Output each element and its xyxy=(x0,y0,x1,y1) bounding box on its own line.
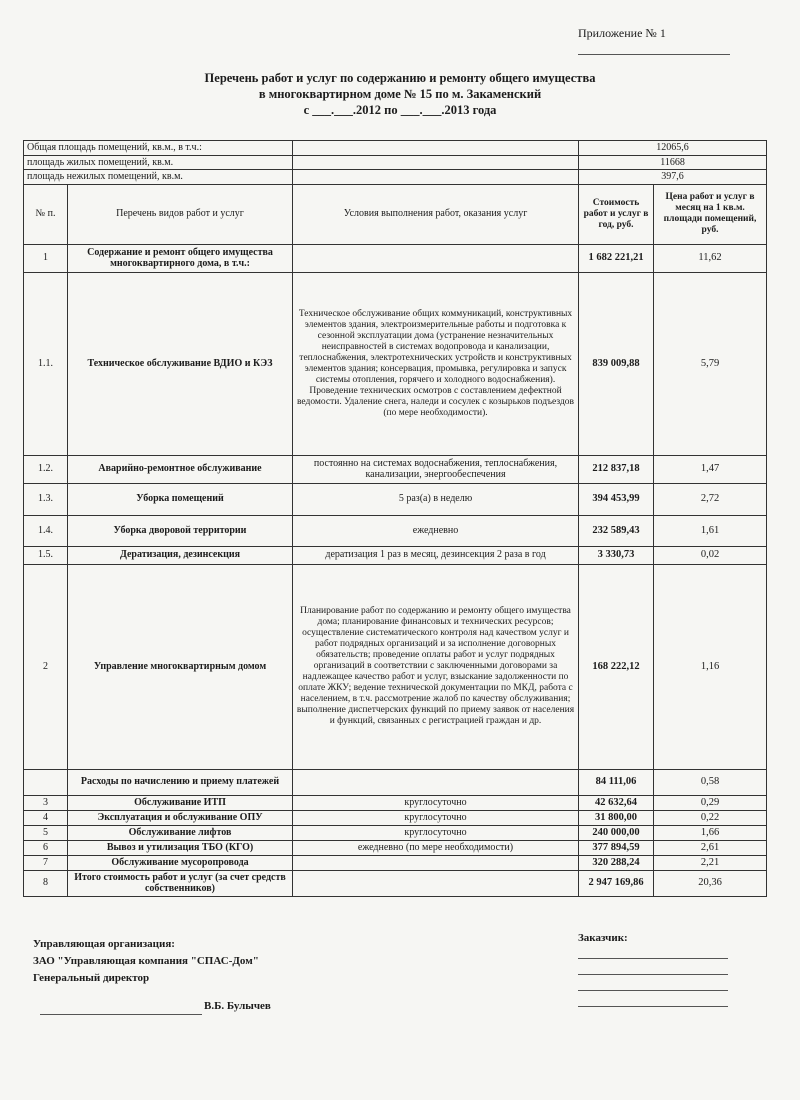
row-name: Обслуживание лифтов xyxy=(68,825,293,840)
row-conditions xyxy=(293,244,579,272)
table-row xyxy=(24,769,767,795)
customer-line-3 xyxy=(578,990,728,991)
director-signature-line xyxy=(40,1014,202,1015)
area-row-residential xyxy=(24,155,767,170)
header-conditions: Условия выполнения работ, оказания услуг xyxy=(293,184,579,244)
row-conditions: 5 раз(а) в неделю xyxy=(293,483,579,515)
row-price: 2,21 xyxy=(654,855,767,870)
row-name: Дератизация, дезинсекция xyxy=(68,546,293,564)
row-num: 1.2. xyxy=(24,455,68,483)
row-name: Обслуживание ИТП xyxy=(68,795,293,810)
row-cost: 839 009,88 xyxy=(579,272,654,455)
row-cost: 394 453,99 xyxy=(579,483,654,515)
row-conditions xyxy=(293,870,579,896)
row-name: Вывоз и утилизация ТБО (КГО) xyxy=(68,840,293,855)
row-price: 0,29 xyxy=(654,795,767,810)
org-name: ЗАО "Управляющая компания "СПАС-Дом" xyxy=(33,955,259,967)
area-row-nonresidential xyxy=(24,170,767,185)
row-num: 1.3. xyxy=(24,483,68,515)
org-label: Управляющая организация: xyxy=(33,938,175,950)
appendix-underline xyxy=(578,54,730,55)
row-price: 0,58 xyxy=(654,769,767,795)
row-price: 1,47 xyxy=(654,455,767,483)
row-price: 1,66 xyxy=(654,825,767,840)
table-row xyxy=(24,455,767,483)
table-header-row xyxy=(24,184,767,244)
table-row xyxy=(24,515,767,546)
row-conditions xyxy=(293,855,579,870)
row-cost: 84 111,06 xyxy=(579,769,654,795)
document-title-line2: в многоквартирном доме № 15 по м. Закаменский xyxy=(258,87,542,101)
header-price: Цена работ и услуг в месяц на 1 кв.м. площади помещений, руб. xyxy=(654,184,767,244)
row-name: Техническое обслуживание ВДИО и КЭЗ xyxy=(68,272,293,455)
area-value: 12065,6 xyxy=(579,141,767,156)
row-num xyxy=(24,769,68,795)
row-cost: 320 288,24 xyxy=(579,855,654,870)
table-row xyxy=(24,855,767,870)
area-row-total xyxy=(24,141,767,156)
row-price: 2,72 xyxy=(654,483,767,515)
row-name: Обслуживание мусоропровода xyxy=(68,855,293,870)
row-price: 0,22 xyxy=(654,810,767,825)
table-row xyxy=(24,564,767,769)
row-num: 2 xyxy=(24,564,68,769)
header-cost: Стоимость работ и услуг в год, руб. xyxy=(579,184,654,244)
row-conditions: дератизация 1 раз в месяц, дезинсекция 2 раза в год xyxy=(293,546,579,564)
customer-line-2 xyxy=(578,974,728,975)
row-cost: 212 837,18 xyxy=(579,455,654,483)
table-row xyxy=(24,840,767,855)
row-num: 4 xyxy=(24,810,68,825)
signer-name: В.Б. Булычев xyxy=(204,1000,271,1012)
row-cost: 2 947 169,86 xyxy=(579,870,654,896)
table-row xyxy=(24,810,767,825)
table-row-total xyxy=(24,870,767,896)
row-num: 1.1. xyxy=(24,272,68,455)
row-name: Аварийно-ремонтное обслуживание xyxy=(68,455,293,483)
row-cost: 1 682 221,21 xyxy=(579,244,654,272)
row-conditions: Планирование работ по содержанию и ремонту общего имущества дома; планирование финансовых и технических ресурсов; осуществление систематического контроля над качеством услуг и работ подрядных организаций и за исполнение договорных обязательств; проведение оплаты работ и услуг подрядных организаций в соответствии с заключенными договорами за надлежащее качество работ и услуг, взыскание задолженности по оплате ЖКУ; ведение технической документации по МКД, работа с населением, в т.ч. рассмотрение жалоб по качеству обслуживания; выполнение диспетчерских функций по приему заявок от населения и функций, связанных с регистрацией граждан и др. xyxy=(293,564,579,769)
table-row xyxy=(24,272,767,455)
row-num: 1 xyxy=(24,244,68,272)
row-conditions: круглосуточно xyxy=(293,825,579,840)
works-table xyxy=(23,140,767,897)
customer-line-4 xyxy=(578,1006,728,1007)
area-label: площадь жилых помещений, кв.м. xyxy=(24,155,293,170)
row-cost: 31 800,00 xyxy=(579,810,654,825)
customer-line-1 xyxy=(578,958,728,959)
row-conditions: Техническое обслуживание общих коммуникаций, конструктивных элементов здания, электроизмерительные работы и подготовка к сезонной эксплуатации дома (устранение незначительных неисправностей в системах водопровода и канализации, теплоснабжения, электротехнических устройств и конструктивных элементов здания; консервация, промывка, регулировка и запуск системы отопления, горячего и холодного водоснабжения). Проведение технических осмотров с составлением дефектной ведомости. Удаление снега, наледи и сосулек с козырьков подъездов (по мере необходимости). xyxy=(293,272,579,455)
row-num: 5 xyxy=(24,825,68,840)
row-num: 3 xyxy=(24,795,68,810)
row-conditions: круглосуточно xyxy=(293,795,579,810)
row-price: 20,36 xyxy=(654,870,767,896)
row-name: Расходы по начислению и приему платежей xyxy=(68,769,293,795)
header-name: Перечень видов работ и услуг xyxy=(68,184,293,244)
row-price: 5,79 xyxy=(654,272,767,455)
director-title: Генеральный директор xyxy=(33,972,150,984)
table-row xyxy=(24,795,767,810)
row-conditions: круглосуточно xyxy=(293,810,579,825)
row-num: 7 xyxy=(24,855,68,870)
customer-label: Заказчик: xyxy=(578,932,628,944)
row-name: Содержание и ремонт общего имущества многоквартирного дома, в т.ч.: xyxy=(68,244,293,272)
row-cost: 42 632,64 xyxy=(579,795,654,810)
row-price: 0,02 xyxy=(654,546,767,564)
row-num: 1.4. xyxy=(24,515,68,546)
row-cost: 168 222,12 xyxy=(579,564,654,769)
row-conditions: постоянно на системах водоснабжения, теплоснабжения, канализации, энергообеспечения xyxy=(293,455,579,483)
row-num: 1.5. xyxy=(24,546,68,564)
area-label: Общая площадь помещений, кв.м., в т.ч.: xyxy=(24,141,293,156)
row-price: 11,62 xyxy=(654,244,767,272)
table-row xyxy=(24,546,767,564)
row-num: 6 xyxy=(24,840,68,855)
table-row xyxy=(24,825,767,840)
row-price: 1,61 xyxy=(654,515,767,546)
row-name: Управление многоквартирным домом xyxy=(68,564,293,769)
row-num: 8 xyxy=(24,870,68,896)
row-name: Уборка помещений xyxy=(68,483,293,515)
area-label: площадь нежилых помещений, кв.м. xyxy=(24,170,293,185)
row-name: Эксплуатация и обслуживание ОПУ xyxy=(68,810,293,825)
row-conditions xyxy=(293,769,579,795)
document-title-line1: Перечень работ и услуг по содержанию и ремонту общего имущества xyxy=(204,71,596,85)
document-title-period: с ___.___.2012 по ___.___.2013 года xyxy=(303,103,497,117)
row-price: 1,16 xyxy=(654,564,767,769)
row-price: 2,61 xyxy=(654,840,767,855)
row-name: Итого стоимость работ и услуг (за счет средств собственников) xyxy=(68,870,293,896)
appendix-label: Приложение № 1 xyxy=(578,26,666,40)
row-cost: 3 330,73 xyxy=(579,546,654,564)
row-cost: 240 000,00 xyxy=(579,825,654,840)
row-name: Уборка дворовой территории xyxy=(68,515,293,546)
table-row xyxy=(24,244,767,272)
header-num: № п. xyxy=(24,184,68,244)
table-row xyxy=(24,483,767,515)
row-conditions: ежедневно xyxy=(293,515,579,546)
row-cost: 377 894,59 xyxy=(579,840,654,855)
row-cost: 232 589,43 xyxy=(579,515,654,546)
row-conditions: ежедневно (по мере необходимости) xyxy=(293,840,579,855)
area-value: 397,6 xyxy=(579,170,767,185)
area-value: 11668 xyxy=(579,155,767,170)
